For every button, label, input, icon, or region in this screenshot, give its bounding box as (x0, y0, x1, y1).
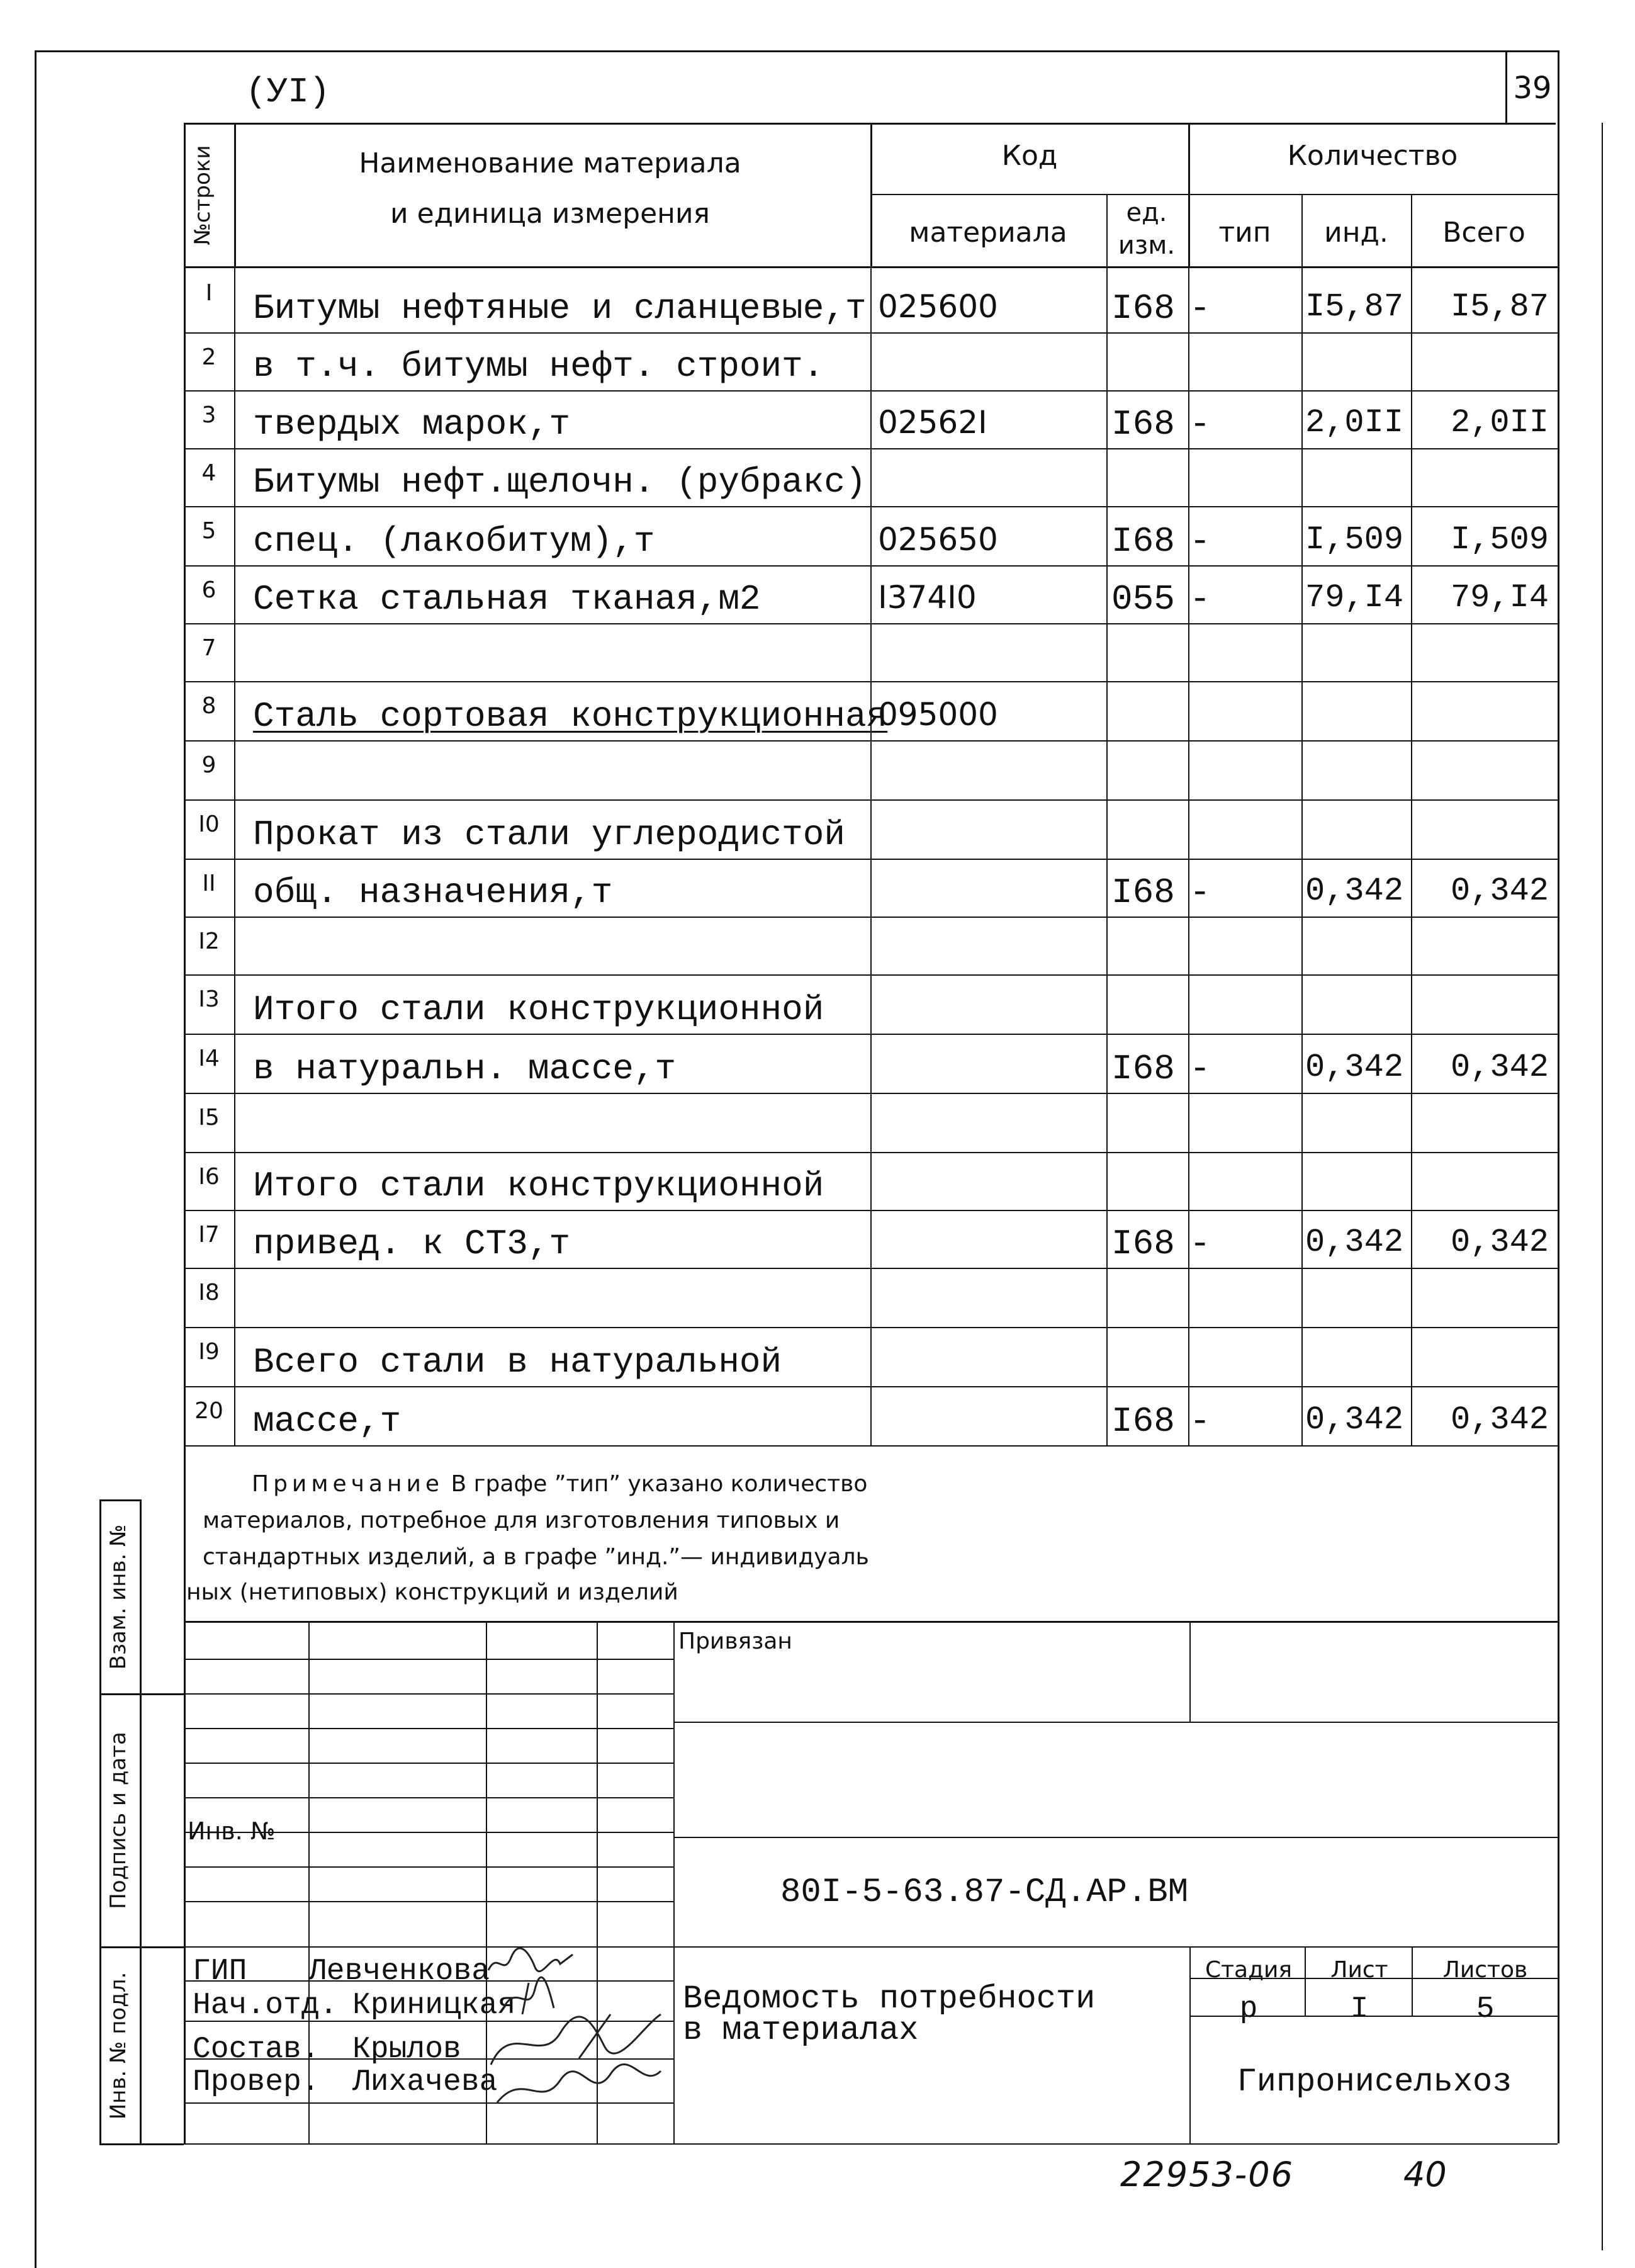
stamp-title-2: в материалах (683, 2012, 919, 2049)
row-number: I9 (198, 1339, 220, 1365)
footer-number: 22953-06 (1120, 2155, 1294, 2194)
header-type: тип (1218, 217, 1271, 249)
qty-total: I,509 (1450, 521, 1549, 558)
label-inv-podl: Инв. № подл. (106, 1972, 131, 2120)
document-code: 80I-5-63.87-СД.АР.ВМ (780, 1873, 1189, 1912)
sheets-value: 5 (1476, 1992, 1495, 2026)
name-4: Лихачева (352, 2065, 498, 2099)
material-name: в т.ч. битумы нефт. строит. (253, 346, 824, 386)
row-line (184, 740, 1558, 742)
row-number: I7 (198, 1222, 220, 1248)
sheet-value: I (1350, 1992, 1369, 2026)
material-name: Всего стали в натуральной (253, 1342, 782, 1382)
unit-code: I68 (1111, 872, 1175, 913)
side-strip-right (140, 1499, 142, 2143)
header-unit-1: ед. (1126, 198, 1167, 227)
material-code: I374I0 (878, 579, 977, 616)
header-total: Всего (1442, 217, 1525, 249)
qty-type: - (1189, 288, 1211, 329)
unit-code: I68 (1111, 1401, 1175, 1441)
header-mid-line (870, 194, 1558, 195)
row-line (184, 859, 1558, 860)
signature-scribbles (485, 1945, 680, 2115)
row-number: 6 (201, 577, 216, 603)
qty-ind: 0,342 (1305, 1401, 1404, 1438)
material-name: Битумы нефтяные и сланцевые,т (253, 288, 867, 329)
qty-type: - (1189, 872, 1211, 913)
stamp-row-line (184, 1866, 673, 1868)
role-2: Нач.отд. (193, 1989, 338, 2023)
qty-ind: 0,342 (1305, 1049, 1404, 1086)
note-line-4: ных (нетиповых) конструкций и изделий (186, 1579, 678, 1605)
header-divider-code (1106, 194, 1108, 266)
row-line (184, 1268, 1558, 1269)
table-top-line (184, 123, 1556, 125)
qty-ind: I5,87 (1305, 288, 1404, 325)
unit-code: I68 (1111, 1049, 1175, 1089)
side-strip-top (99, 1499, 140, 1501)
material-code: 025600 (878, 288, 998, 325)
header-unit-2: изм. (1118, 231, 1176, 260)
note-line-2: материалов, потребное для изготовления типовых и (203, 1508, 840, 1533)
sheet-label: Лист (1330, 1957, 1388, 1983)
qty-total: 0,342 (1450, 1401, 1549, 1438)
row-line (184, 1386, 1558, 1387)
signature-2 (503, 1977, 554, 2014)
material-code: 095000 (878, 696, 998, 733)
row-line (184, 799, 1558, 801)
row-number: I2 (198, 928, 220, 954)
stamp-title-divider (1189, 1946, 1191, 2143)
stamp-right-line-2 (673, 1837, 1558, 1838)
material-name: в натуральн. массе,т (253, 1049, 677, 1089)
stamp-row-line (184, 1797, 673, 1798)
header-quantity: Количество (1287, 140, 1458, 172)
qty-total: I5,87 (1450, 288, 1549, 325)
row-number: I4 (198, 1046, 220, 1071)
unit-code: 055 (1111, 579, 1175, 619)
side-divider-1 (99, 1693, 184, 1695)
row-number: 5 (201, 518, 216, 544)
row-line (184, 974, 1558, 976)
material-name: Сталь сортовая конструкционная (253, 696, 888, 736)
label-podpis-data: Подпись и дата (106, 1732, 131, 1909)
header-divider-type (1301, 194, 1303, 266)
stamp-row-line (184, 1763, 673, 1764)
header-code: Код (1001, 140, 1058, 172)
side-strip-left (99, 1499, 101, 2143)
side-divider-2 (99, 1946, 184, 1948)
row-number: 8 (201, 693, 216, 719)
qty-total: 0,342 (1450, 872, 1549, 910)
qty-ind: 0,342 (1305, 1224, 1404, 1261)
stamp-right-line-3 (673, 1946, 1558, 1948)
row-number: 20 (194, 1398, 223, 1424)
qty-type: - (1189, 1224, 1211, 1264)
material-name: Сетка стальная тканая,м2 (253, 579, 761, 619)
signature-1 (488, 1948, 573, 1972)
row-line (184, 1210, 1558, 1211)
header-name-1: Наименование материала (359, 147, 741, 179)
note-line-1 (252, 1473, 867, 1496)
stage-value: р (1239, 1992, 1258, 2026)
header-name-2: и единица измерения (390, 198, 711, 230)
qty-ind: 79,I4 (1305, 579, 1404, 616)
frame-left (35, 50, 37, 2268)
qty-total: 0,342 (1450, 1049, 1549, 1086)
label-vzam-inv: Взам. инв. № (106, 1524, 131, 1670)
qty-type: - (1189, 521, 1211, 561)
material-code: 02562I (878, 404, 987, 441)
side-strip-bottom (99, 2143, 184, 2145)
header-divider-num (234, 123, 236, 266)
row-line (184, 1445, 1558, 1447)
frame-right (1602, 123, 1603, 2250)
note-text-1: В графе ”тип” указано количество (451, 1471, 868, 1497)
section-mark: (УI) (245, 72, 330, 112)
qty-type: - (1189, 1049, 1211, 1089)
stamp-right-line-1 (673, 1722, 1558, 1723)
material-name: привед. к СТ3,т (253, 1224, 571, 1264)
role-4: Провер. (193, 2065, 320, 2099)
row-line (184, 1093, 1558, 1094)
inv-no-label: Инв. № (188, 1817, 276, 1845)
qty-type: - (1189, 404, 1211, 444)
stamp-stage-divider (1305, 1946, 1306, 2016)
sheets-label: Листов (1442, 1957, 1528, 1983)
row-line (184, 448, 1558, 449)
name-3: Крылов (352, 2033, 461, 2067)
stamp-row-line (184, 1659, 673, 1660)
stamp-sheet-divider (1412, 1946, 1413, 2016)
organization: Гипронисельхоз (1237, 2063, 1512, 2101)
row-line (184, 681, 1558, 682)
stamp-bottom-line (184, 2143, 1558, 2145)
row-line (184, 332, 1558, 334)
page-number: 39 (1513, 71, 1552, 106)
stamp-row-line (184, 1693, 673, 1695)
qty-total: 79,I4 (1450, 579, 1549, 616)
unit-code: I68 (1111, 1224, 1175, 1264)
header-code-material: материала (909, 217, 1067, 249)
row-line (184, 917, 1558, 918)
material-name: Прокат из стали углеродистой (253, 815, 845, 855)
row-line (184, 506, 1558, 507)
stamp-privyazan-divider (1189, 1621, 1191, 1722)
row-line (184, 390, 1558, 392)
note-title: Примечание (252, 1471, 444, 1497)
name-2: Криницкая (352, 1989, 516, 2023)
row-line (184, 623, 1558, 624)
header-divider-unit (1188, 123, 1190, 266)
qty-ind: I,509 (1305, 521, 1404, 558)
material-name: массе,т (253, 1401, 402, 1441)
material-name: Итого стали конструкционной (253, 1166, 824, 1206)
material-name: Битумы нефт.щелочн. (рубракс) (253, 462, 867, 502)
row-number: 2 (201, 344, 216, 370)
header-row-number: №строки (190, 145, 215, 245)
row-line (184, 1152, 1558, 1153)
qty-total: 0,342 (1450, 1224, 1549, 1261)
row-number: I8 (198, 1280, 220, 1306)
name-1: Левченкова (308, 1955, 490, 1989)
row-number: I6 (198, 1164, 220, 1190)
qty-type: - (1189, 1401, 1211, 1441)
signature-4 (497, 2064, 661, 2102)
header-ind: инд. (1324, 217, 1388, 249)
note-line-3: стандартных изделий, а в графе ”инд.”— индивидуаль (203, 1544, 869, 1570)
frame-top (35, 50, 1558, 52)
stamp-title-1: Ведомость потребности (683, 1980, 1096, 2017)
signature-3 (491, 2014, 661, 2065)
header-divider-name (870, 123, 872, 266)
row-number: I0 (198, 811, 220, 837)
page-number-box-left (1505, 50, 1507, 123)
qty-total: 2,0II (1450, 404, 1549, 441)
privyazan-label: Привязан (678, 1628, 792, 1654)
qty-type: - (1189, 579, 1211, 619)
row-number: 7 (201, 635, 216, 661)
row-number: 3 (201, 402, 216, 428)
qty-ind: 0,342 (1305, 872, 1404, 910)
row-number: I (205, 280, 213, 306)
role-1: ГИП (193, 1955, 247, 1989)
row-number: 9 (201, 752, 216, 778)
unit-code: I68 (1111, 404, 1175, 444)
page-number-box-right (1558, 50, 1559, 123)
row-number: 4 (201, 460, 216, 486)
material-name: Итого стали конструкционной (253, 990, 824, 1030)
row-number: I3 (198, 986, 220, 1012)
qty-ind: 2,0II (1305, 404, 1404, 441)
row-line (184, 1327, 1558, 1328)
material-name: общ. назначения,т (253, 872, 613, 913)
table-right-border (1558, 123, 1559, 2143)
header-divider-ind (1411, 194, 1412, 266)
material-name: твердых марок,т (253, 404, 571, 444)
material-name: спец. (лакобитум),т (253, 521, 655, 561)
row-number: II (202, 871, 216, 896)
left-column-border (184, 123, 186, 2143)
footer-page: 40 (1403, 2155, 1447, 2194)
stamp-row-line (184, 1901, 673, 1902)
role-3: Состав. (193, 2033, 320, 2067)
row-line (184, 565, 1558, 567)
material-code: 025650 (878, 521, 998, 558)
unit-code: I68 (1111, 521, 1175, 561)
stage-label: Стадия (1205, 1957, 1293, 1983)
row-line (184, 1034, 1558, 1035)
stamp-row-line (184, 1728, 673, 1729)
unit-code: I68 (1111, 288, 1175, 329)
stamp-top-line (184, 1621, 1558, 1623)
row-number: I5 (198, 1105, 220, 1131)
